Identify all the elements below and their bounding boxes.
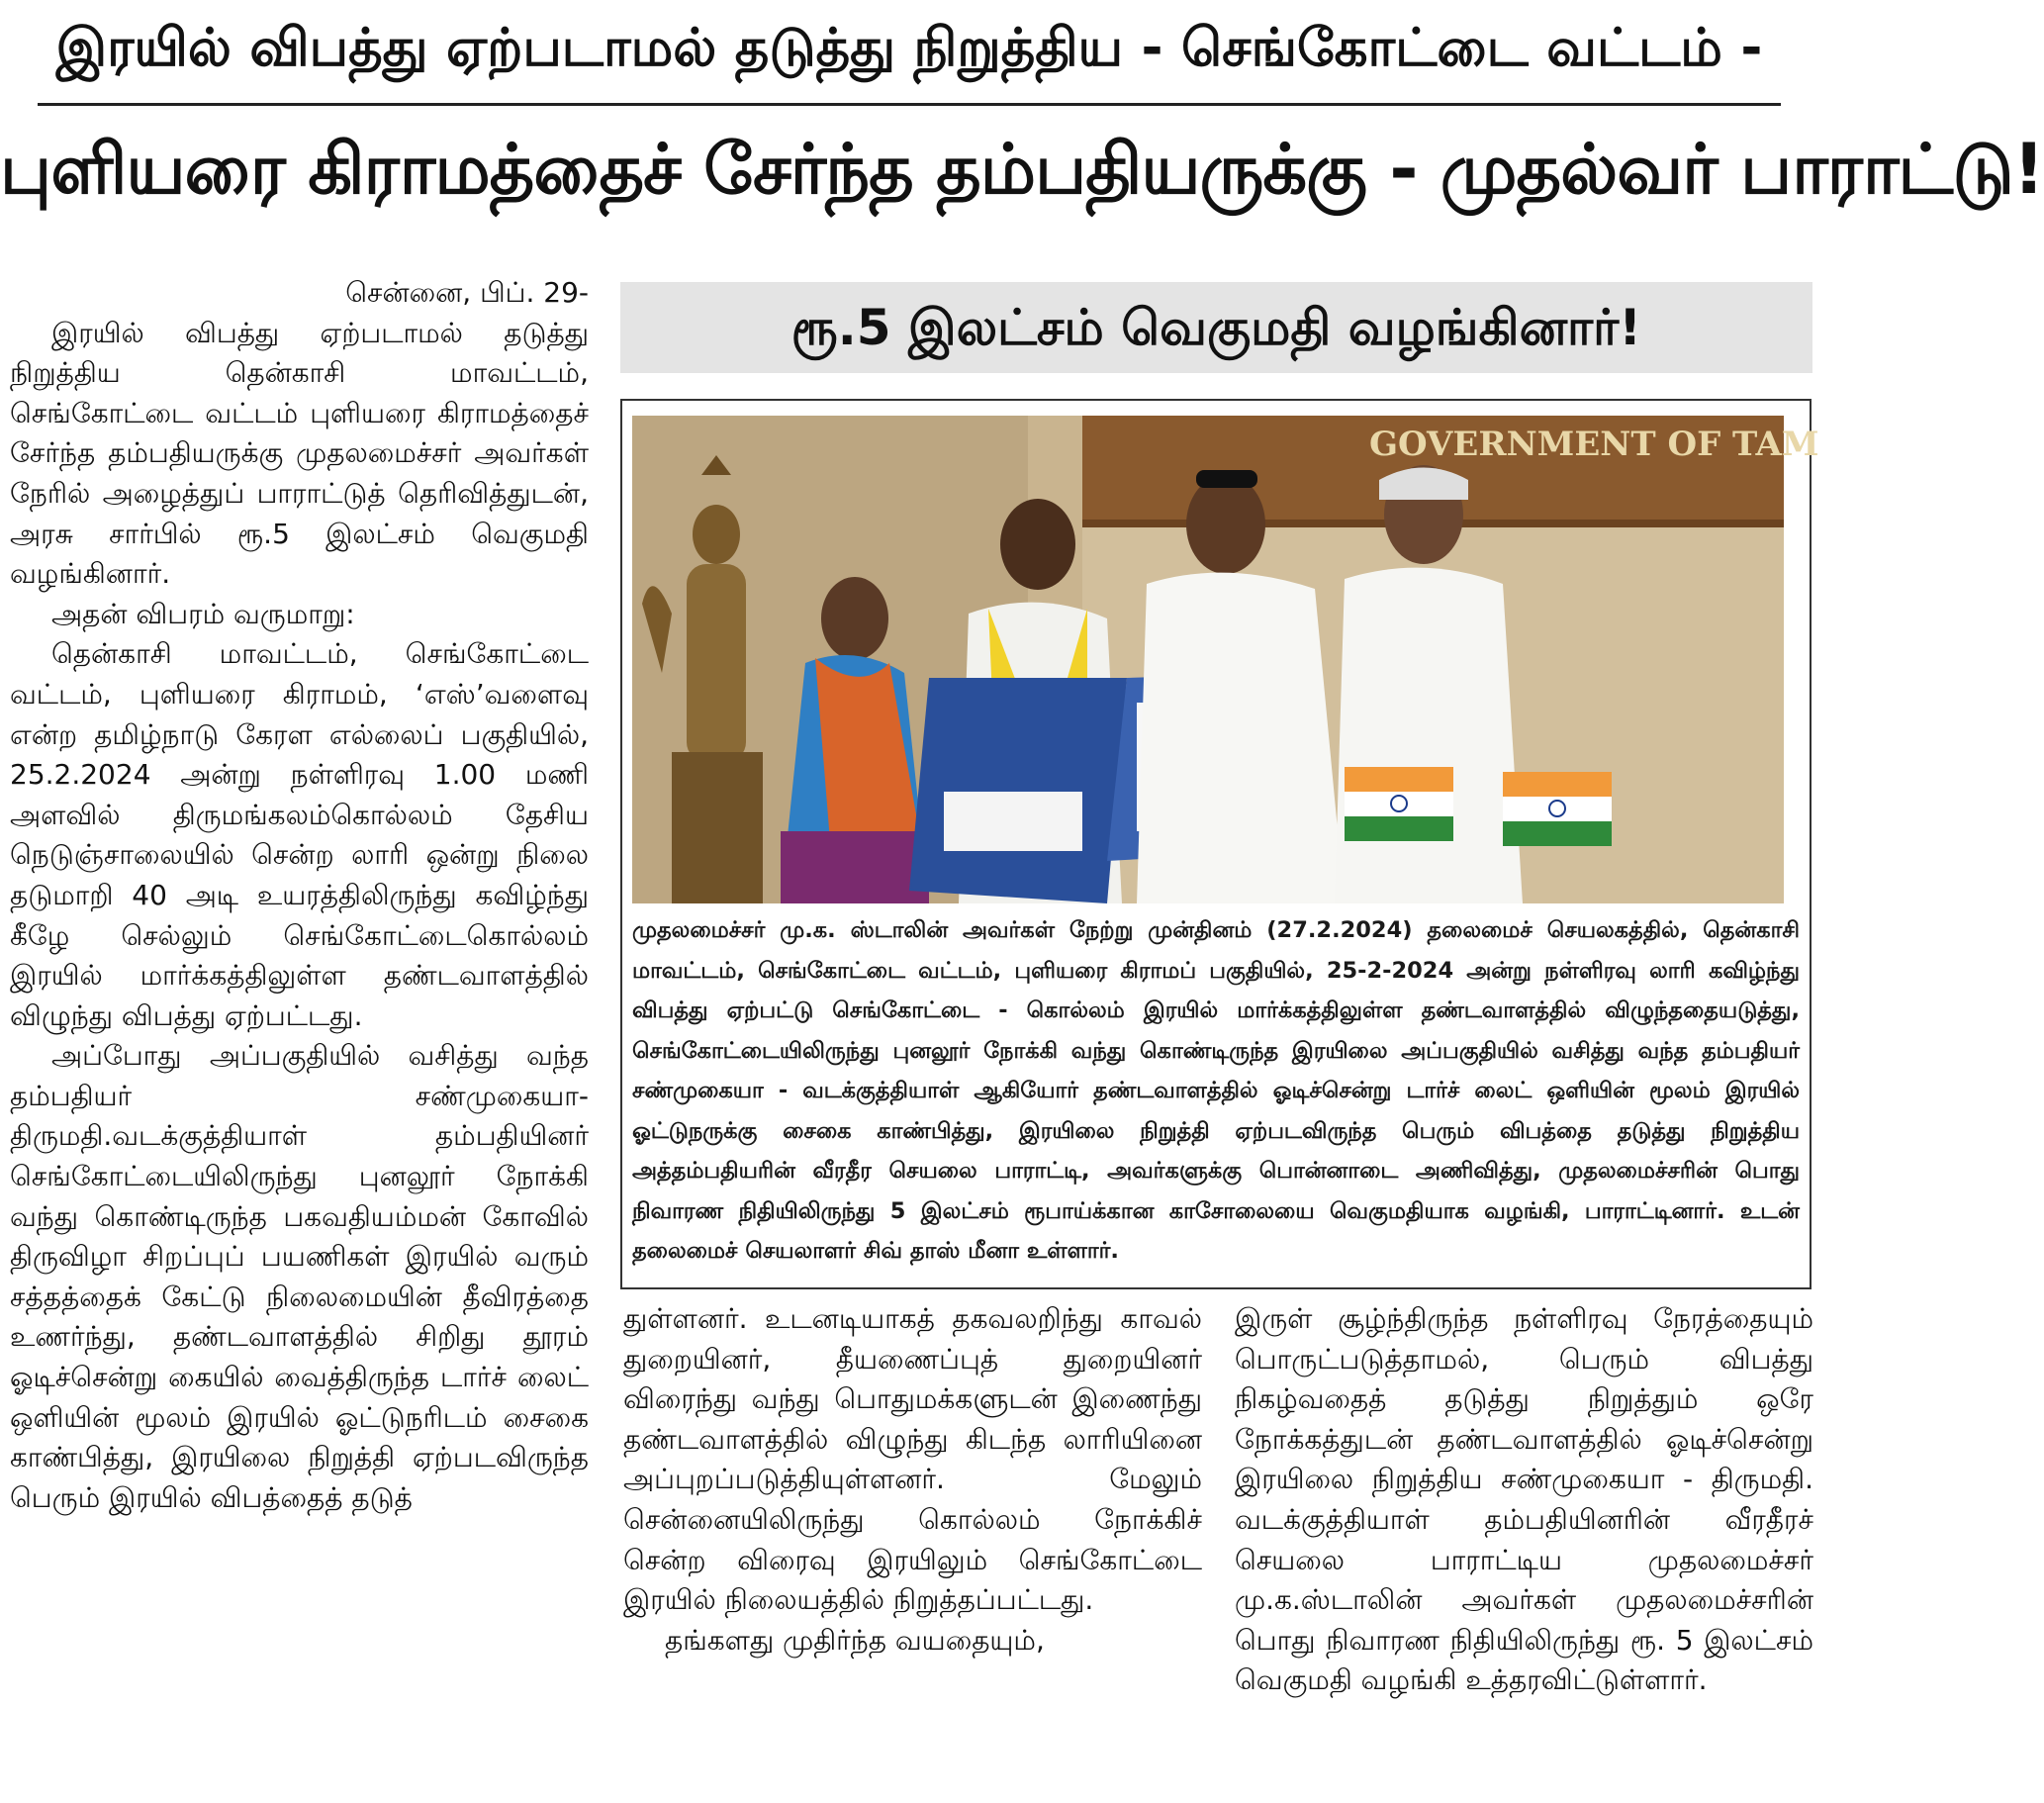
article-column-3	[1235, 1299, 1813, 1803]
photo-caption: முதலமைச்சர் மு.க. ஸ்டாலின் அவர்கள் நேற்று முன்தினம் (27.2.2024) தலைமைச் செயலகத்தில், தென்காசி மாவட்டம், செங்கோட்டை வட்டம், புளியரை கிராமப் பகுதியில், 25-2-2024 அன்று நள்ளிரவு லாரி கவிழ்ந்து விபத்து ஏற்பட்டு செங்கோட்டை - கொல்லம் இரயில் மார்க்கத்திலுள்ள தண்டவாளத்தில் விழுந்ததையடுத்து, செங்கோட்டையிலிருந்து புனலூர் நோக்கி வந்து கொண்டிருந்த இரயிலை அப்பகுதியில் வசித்து வந்த தம்பதியர் சண்முகையா - வடக்குத்தியாள் ஆகியோர் தண்டவாளத்தில் ஓடிச்சென்று டார்ச் லைட் ஒளியின் மூலம் இரயில் ஓட்டுநருக்கு சைகை காண்பித்து, இரயிலை நிறுத்தி ஏற்படவிருந்த பெரும் விபத்தை தடுத்து நிறுத்திய அத்தம்பதியரின் வீரதீர செயலை பாராட்டி, அவர்களுக்கு பொன்னாடை அணிவித்து, முதலமைச்சரின் பொது நிவாரண நிதியிலிருந்து 5 இலட்சம் ரூபாய்க்கான காசோலையை வெகுமதியாக வழங்கி, பாராட்டினார். உடன் தலைமைச் செயலாளர் சிவ் தாஸ் மீனா உள்ளார்.	[632, 917, 1800, 1264]
paragraph: தென்காசி மாவட்டம், செங்கோட்டை வட்டம், புளியரை கிராமம், ‘எஸ்’வளைவு என்ற தமிழ்நாடு கேரள எல்லைப் பகுதியில், 25.2.2024 அன்று நள்ளிரவு 1.00 மணி அளவில் திருமங்கலம்கொல்லம் தேசிய நெடுஞ்சாலையில் சென்ற லாரி ஒன்று நிலை தடுமாறி 40 அடி உயரத்திலிருந்து கவிழ்ந்து கீழே செல்லும் செங்கோட்டைகொல்லம் இரயில் மார்க்கத்திலுள்ள தண்டவாளத்தில் விழுந்து விபத்து ஏற்பட்டது.	[10, 637, 589, 1032]
paragraph: இருள் சூழ்ந்திருந்த நள்ளிரவு நேரத்தையும் பொருட்படுத்தாமல், பெரும் விபத்து நிகழ்வதைத் தடுத்து நிறுத்தும் ஒரே நோக்கத்துடன் தண்டவாளத்தில் ஓடிச்சென்று இரயிலை நிறுத்திய சண்முகையா - திருமதி. வடக்குத்தியாள் தம்பதியினரின் வீரதீரச் செயலை பாராட்டிய முதலமைச்சர் மு.க.ஸ்டாலின் அவர்கள் முதலமைச்சரின் பொது நிவாரண நிதியிலிருந்து ரூ. 5 இலட்சம் வெகுமதி வழங்கி உத்தரவிட்டுள்ளார்.	[1235, 1302, 1813, 1697]
photo-illustration	[632, 416, 1819, 903]
paragraph: இரயில் விபத்து ஏற்படாமல் தடுத்து நிறுத்திய தென்காசி மாவட்டம், செங்கோட்டை வட்டம் புளியரை கிராமத்தைச் சேர்ந்த தம்பதியருக்கு முதலமைச்சர் அவர்கள் நேரில் அழைத்துப் பாராட்டுத் தெரிவித்துடன், அரசு சார்பில் ரூ.5 இலட்சம் வெகுமதி வழங்கினார்.	[10, 316, 589, 591]
photo-box	[620, 399, 1819, 1289]
article-column-2	[623, 1299, 1202, 1803]
news-photo	[632, 416, 1819, 903]
kicker-headline: இரயில் விபத்து ஏற்படாமல் தடுத்து நிறுத்திய - செங்கோட்டை வட்டம் -	[55, 18, 1763, 78]
subheadline: ரூ.5 இலட்சம் வெகுமதி வழங்கினார்!	[620, 282, 1812, 373]
paragraph: தங்களது முதிர்ந்த வயதையும்,	[665, 1623, 1045, 1657]
paragraph: அப்போது அப்பகுதியில் வசித்து வந்த தம்பதியர் சண்முகையா-திருமதி.வடக்குத்தியாள் தம்பதியினர் செங்கோட்டையிலிருந்து புனலூர் நோக்கி வந்து கொண்டிருந்த பகவதியம்மன் கோவில் திருவிழா சிறப்புப் பயணிகள் இரயில் வரும் சத்தத்தைக் கேட்டு நிலைமையின் தீவிரத்தை உணர்ந்து, தண்டவாளத்தில் சிறிது தூரம் ஓடிச்சென்று கையில் வைத்திருந்த டார்ச் லைட் ஒளியின் மூலம் இரயில் ஓட்டுநரிடம் சைகை காண்பித்து, இரயிலை நிறுத்தி ஏற்படவிருந்த பெரும் இரயில் விபத்தைத் தடுத்	[10, 1039, 589, 1514]
headline-rule	[38, 103, 1781, 106]
paragraph: அதன் விபரம் வருமாறு:	[51, 597, 355, 630]
dateline: சென்னை, பிப். 29-	[345, 276, 589, 309]
main-headline: புளியரை கிராமத்தைச் சேர்ந்த தம்பதியருக்கு - முதல்வர் பாராட்டு!	[0, 129, 2044, 210]
sign-text: GOVERNMENT OF TAM	[1369, 425, 1819, 464]
paragraph: துள்ளனர். உடனடியாகத் தகவலறிந்து காவல் துறையினர், தீயணைப்புத் துறையினர் விரைந்து வந்து பொதுமக்களுடன் இணைந்து தண்டவாளத்தில் விழுந்து கிடந்த லாரியினை அப்புறப்படுத்தியுள்ளனர். மேலும் சென்னையிலிருந்து கொல்லம் நோக்கிச் சென்ற விரைவு இரயிலும் செங்கோட்டை இரயில் நிலையத்தில் நிறுத்தப்பட்டது.	[623, 1302, 1202, 1617]
article-column-1	[10, 273, 589, 1803]
